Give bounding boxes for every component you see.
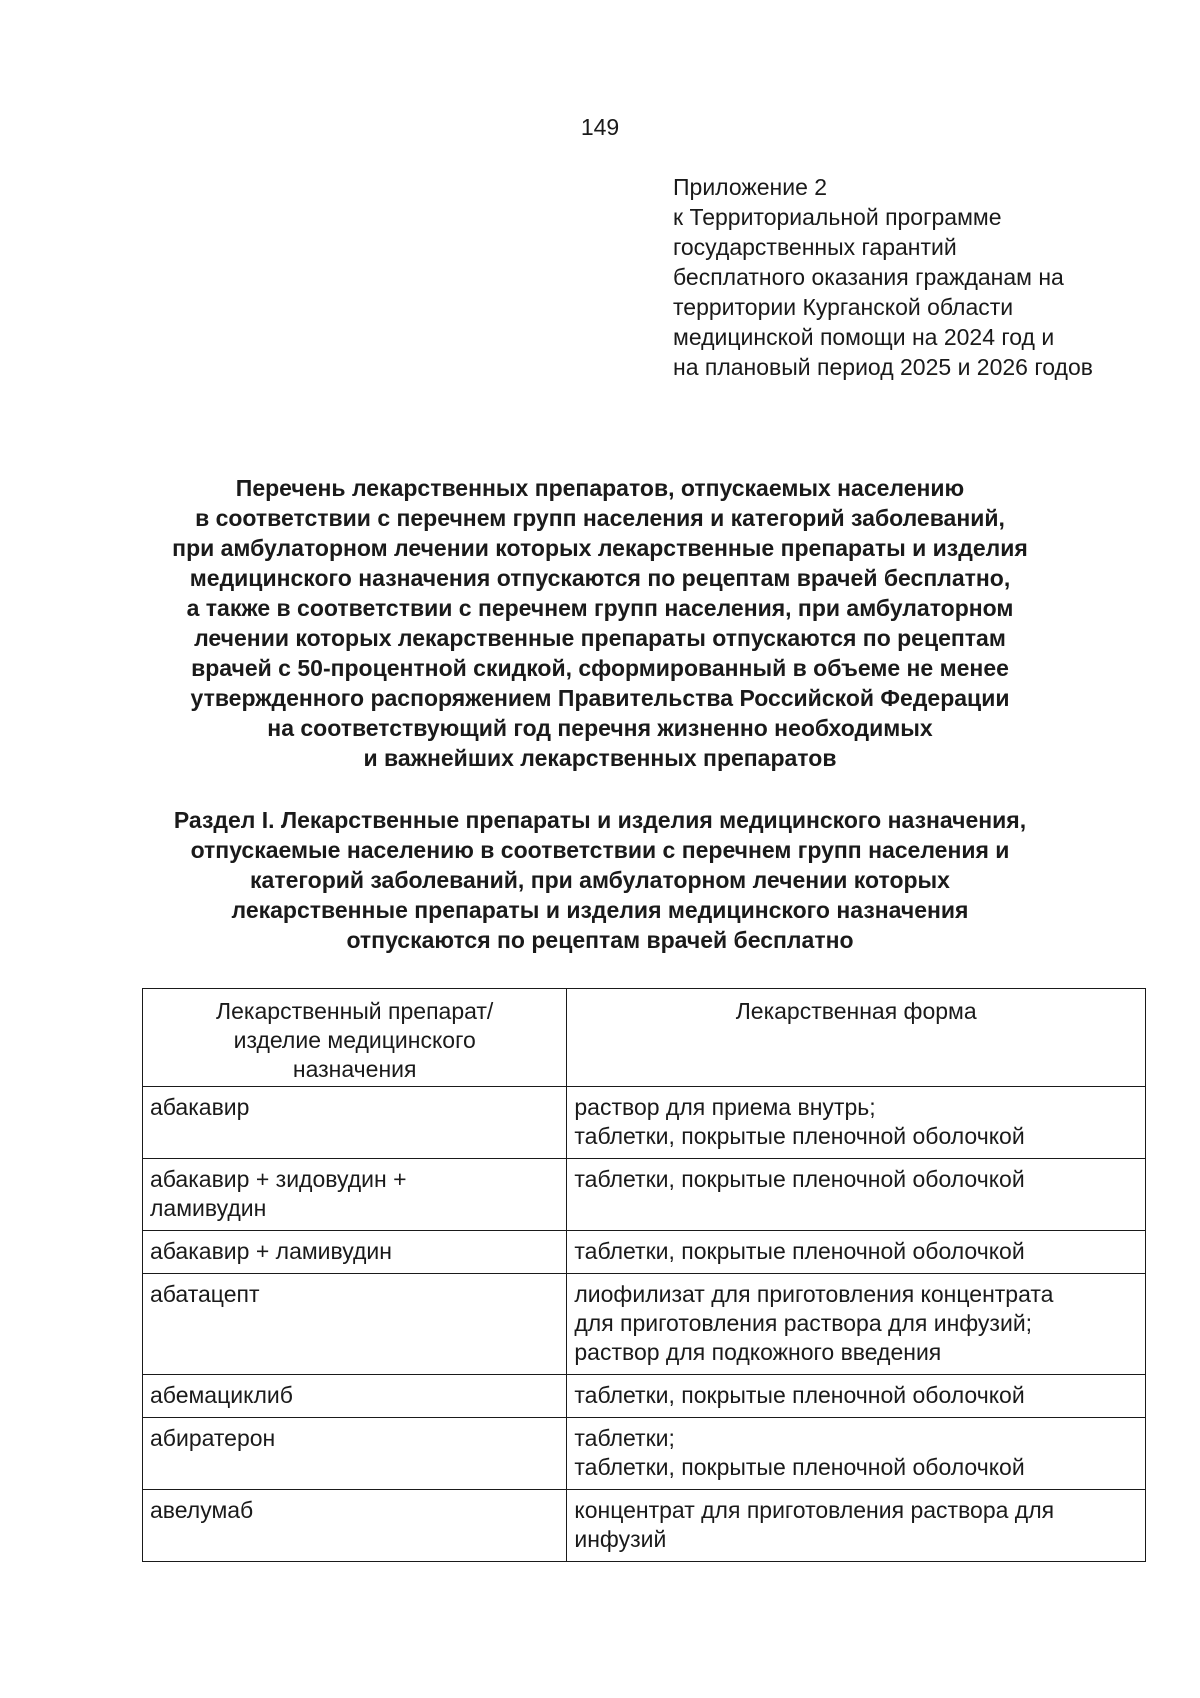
table-row [143,1159,1146,1231]
drug-line: авелумаб [150,1497,254,1523]
form-line: таблетки, покрытые пленочной оболочкой [574,1238,1025,1264]
form-cell [567,1087,1146,1159]
title-line: при амбулаторном лечении которых лекарственные препараты и изделия [172,535,1028,561]
drug-cell [143,1418,567,1490]
form-line: таблетки, покрытые пленочной оболочкой [574,1123,1025,1149]
appendix-line: к Территориальной программе [673,204,1002,230]
section-title-line: Раздел I. Лекарственные препараты и изделия медицинского назначения, [173,807,1027,833]
drug-cell [143,1159,567,1231]
section-title-line: категорий заболеваний, при амбулаторном лечении которых [250,867,950,893]
table-row [143,1274,1146,1375]
title-line: а также в соответствии с перечнем групп населения, при амбулаторном [186,595,1014,621]
title-line: утвержденного распоряжением Правительства Российской Федерации [190,685,1010,711]
appendix-line: территории Курганской области [673,294,1014,320]
form-cell [567,1418,1146,1490]
table-row [143,1418,1146,1490]
appendix-line: медицинской помощи на 2024 год и [673,324,1055,350]
title-line: врачей с 50-процентной скидкой, сформированный в объеме не менее [191,655,1009,681]
drug-line: ламивудин [150,1195,267,1221]
drug-cell [143,1490,567,1562]
form-line: концентрат для приготовления раствора для [574,1497,1055,1523]
drug-table [142,988,1146,1562]
drug-line: абатацепт [150,1281,260,1307]
drug-cell [143,1087,567,1159]
table-body [143,1087,1146,1562]
form-line: таблетки; [574,1425,675,1451]
header-line: назначения [292,1056,417,1082]
title-line: в соответствии с перечнем групп населения и категорий заболеваний, [195,505,1005,531]
table-row [143,1375,1146,1418]
title-line: и важнейших лекарственных препаратов [363,745,837,771]
drug-line: абемациклиб [150,1382,293,1408]
form-line: раствор для подкожного введения [574,1339,942,1365]
table-row [143,1231,1146,1274]
section-title [0,805,1200,955]
section-title-line: лекарственные препараты и изделия медицинского назначения [231,897,969,923]
header-line: изделие медицинского [233,1027,476,1053]
form-line: таблетки, покрытые пленочной оболочкой [574,1382,1025,1408]
document-title [0,473,1200,773]
form-cell [567,1274,1146,1375]
appendix-line: на плановый период 2025 и 2026 годов [673,354,1093,380]
drug-cell [143,1274,567,1375]
drug-line: абиратерон [150,1425,276,1451]
form-cell [567,1490,1146,1562]
drug-cell [143,1231,567,1274]
header-line: Лекарственный препарат/ [216,998,494,1024]
section-title-line: отпускаются по рецептам врачей бесплатно [346,927,854,953]
table-row [143,1087,1146,1159]
page-number: 149 [580,114,620,140]
title-line: на соответствующий год перечня жизненно необходимых [267,715,933,741]
form-cell [567,1159,1146,1231]
form-line: для приготовления раствора для инфузий; [574,1310,1033,1336]
header-form [567,989,1146,1087]
form-cell [567,1231,1146,1274]
drug-cell [143,1375,567,1418]
form-line: таблетки, покрытые пленочной оболочкой [574,1166,1025,1192]
appendix-line: бесплатного оказания гражданам на [673,264,1064,290]
appendix-line: государственных гарантий [673,234,957,260]
header-line: Лекарственная форма [735,998,977,1024]
header-drug [143,989,567,1087]
title-line: медицинского назначения отпускаются по рецептам врачей бесплатно, [189,565,1011,591]
form-line: таблетки, покрытые пленочной оболочкой [574,1454,1025,1480]
form-line: инфузий [574,1526,667,1552]
table-header-row [143,989,1146,1087]
section-title-line: отпускаемые населению в соответствии с перечнем групп населения и [190,837,1010,863]
form-cell [567,1375,1146,1418]
form-line: лиофилизат для приготовления концентрата [574,1281,1054,1307]
title-line: лечении которых лекарственные препараты отпускаются по рецептам [194,625,1006,651]
drug-line: абакавир [150,1094,250,1120]
appendix-line: Приложение 2 [673,174,828,200]
drug-line: абакавир + зидовудин + [150,1166,407,1192]
appendix-note [673,172,1173,382]
title-line: Перечень лекарственных препаратов, отпускаемых населению [235,475,965,501]
drug-line: абакавир + ламивудин [150,1238,392,1264]
table-row [143,1490,1146,1562]
form-line: раствор для приема внутрь; [574,1094,876,1120]
